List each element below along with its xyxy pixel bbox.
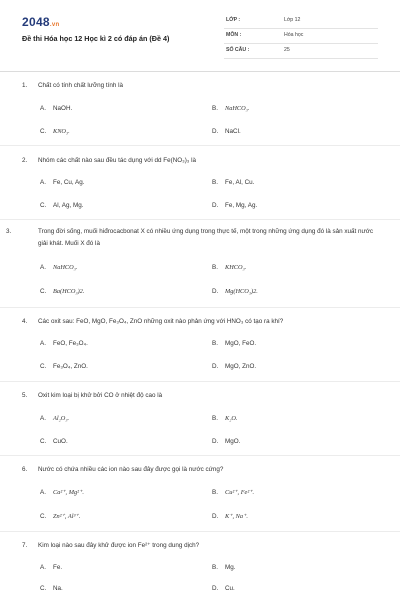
meta-row-class: [224, 14, 378, 29]
option-d[interactable]: D. Fe, Mg, Ag.: [212, 202, 258, 209]
meta-value: 25: [284, 47, 290, 53]
question-text: 1. Chất có tính chất lưỡng tính là: [22, 82, 124, 89]
question-text: 6. Nước có chứa nhiều các ion nào sau đây được gọi là nước cứng?: [22, 466, 224, 473]
option-b[interactable]: B. Fe, Al, Cu.: [212, 179, 255, 186]
page-title: Đề thi Hóa học 12 Học kì 2 có đáp án (Đề 4): [22, 34, 170, 43]
question-text: 4. Các oxit sau: FeO, MgO, Fe₃O₄, ZnO những oxit nào phản ứng với HNO₃ có tạo ra khí?: [22, 318, 284, 325]
meta-label: SỐ CÂU :: [226, 47, 250, 53]
meta-value: Hóa học: [284, 32, 304, 38]
question-divider: [0, 219, 400, 220]
question-divider: [0, 455, 400, 456]
option-a[interactable]: A. Al₂O₃.: [40, 415, 70, 422]
question-divider: [0, 145, 400, 146]
option-c[interactable]: C. Fe₃O₄, ZnO.: [40, 363, 88, 370]
question-divider: [0, 307, 400, 308]
option-a[interactable]: A. NaOH.: [40, 105, 73, 112]
site-logo[interactable]: 2048.vn: [22, 15, 60, 29]
meta-value: Lớp 12: [284, 17, 301, 23]
option-d[interactable]: D. MgO, ZnO.: [212, 363, 257, 370]
option-b[interactable]: B. KHCO₃.: [212, 264, 247, 271]
option-d[interactable]: D. Mg(HCO₃)2.: [212, 288, 258, 295]
exam-meta: [224, 14, 378, 59]
option-d[interactable]: D. K⁺, Na⁺.: [212, 513, 248, 520]
page-header: [0, 0, 400, 70]
meta-label: MÔN :: [226, 32, 242, 38]
option-a[interactable]: A. NaHCO₃.: [40, 264, 78, 271]
meta-row-count: [224, 44, 378, 59]
meta-label: LỚP :: [226, 17, 241, 23]
question-divider: [0, 531, 400, 532]
option-d[interactable]: D. NaCl.: [212, 128, 241, 135]
option-b[interactable]: B. MgO, FeO.: [212, 340, 257, 347]
option-c[interactable]: C. Zn²⁺, Al³⁺.: [40, 513, 81, 520]
option-a[interactable]: A. Ca²⁺, Mg²⁺.: [40, 489, 84, 496]
question-text: 3. Trong đời sống, muối hiđrocacbonat X có nhiều ứng dụng trong thực tế, một trong những ứng dụng đó là sản xuất nước giải khát. Muối X đó là: [6, 228, 374, 247]
option-c[interactable]: C. CuO.: [40, 438, 68, 445]
option-d[interactable]: D. Cu.: [212, 585, 235, 592]
question-text: 2. Nhóm các chất nào sau đều tác dụng với dd Fe(NO₃)₃ là: [22, 157, 197, 164]
option-c[interactable]: C. KNO₃.: [40, 128, 70, 135]
question-text: 7. Kim loại nào sau đây khử được ion Fe²⁺ trong dung dịch?: [22, 542, 200, 549]
option-b[interactable]: B. NaHCO₃.: [212, 105, 250, 112]
option-b[interactable]: B. Mg.: [212, 564, 236, 571]
option-b[interactable]: B. Cu²⁺, Fe²⁺.: [212, 489, 255, 496]
option-c[interactable]: C. Na.: [40, 585, 63, 592]
header-divider: [0, 71, 400, 72]
question-text: 5. Oxit kim loại bị khử bởi CO ở nhiệt độ cao là: [22, 392, 163, 399]
option-a[interactable]: A. FeO, Fe₃O₄.: [40, 340, 88, 347]
option-a[interactable]: A. Fe, Cu, Ag.: [40, 179, 85, 186]
option-a[interactable]: A. Fe.: [40, 564, 63, 571]
option-d[interactable]: D. MgO.: [212, 438, 241, 445]
option-b[interactable]: B. K₂O.: [212, 415, 238, 422]
meta-row-subject: [224, 29, 378, 44]
option-c[interactable]: C. Al, Ag, Mg.: [40, 202, 84, 209]
question-divider: [0, 381, 400, 382]
option-c[interactable]: C. Ba(HCO₃)2.: [40, 288, 85, 295]
